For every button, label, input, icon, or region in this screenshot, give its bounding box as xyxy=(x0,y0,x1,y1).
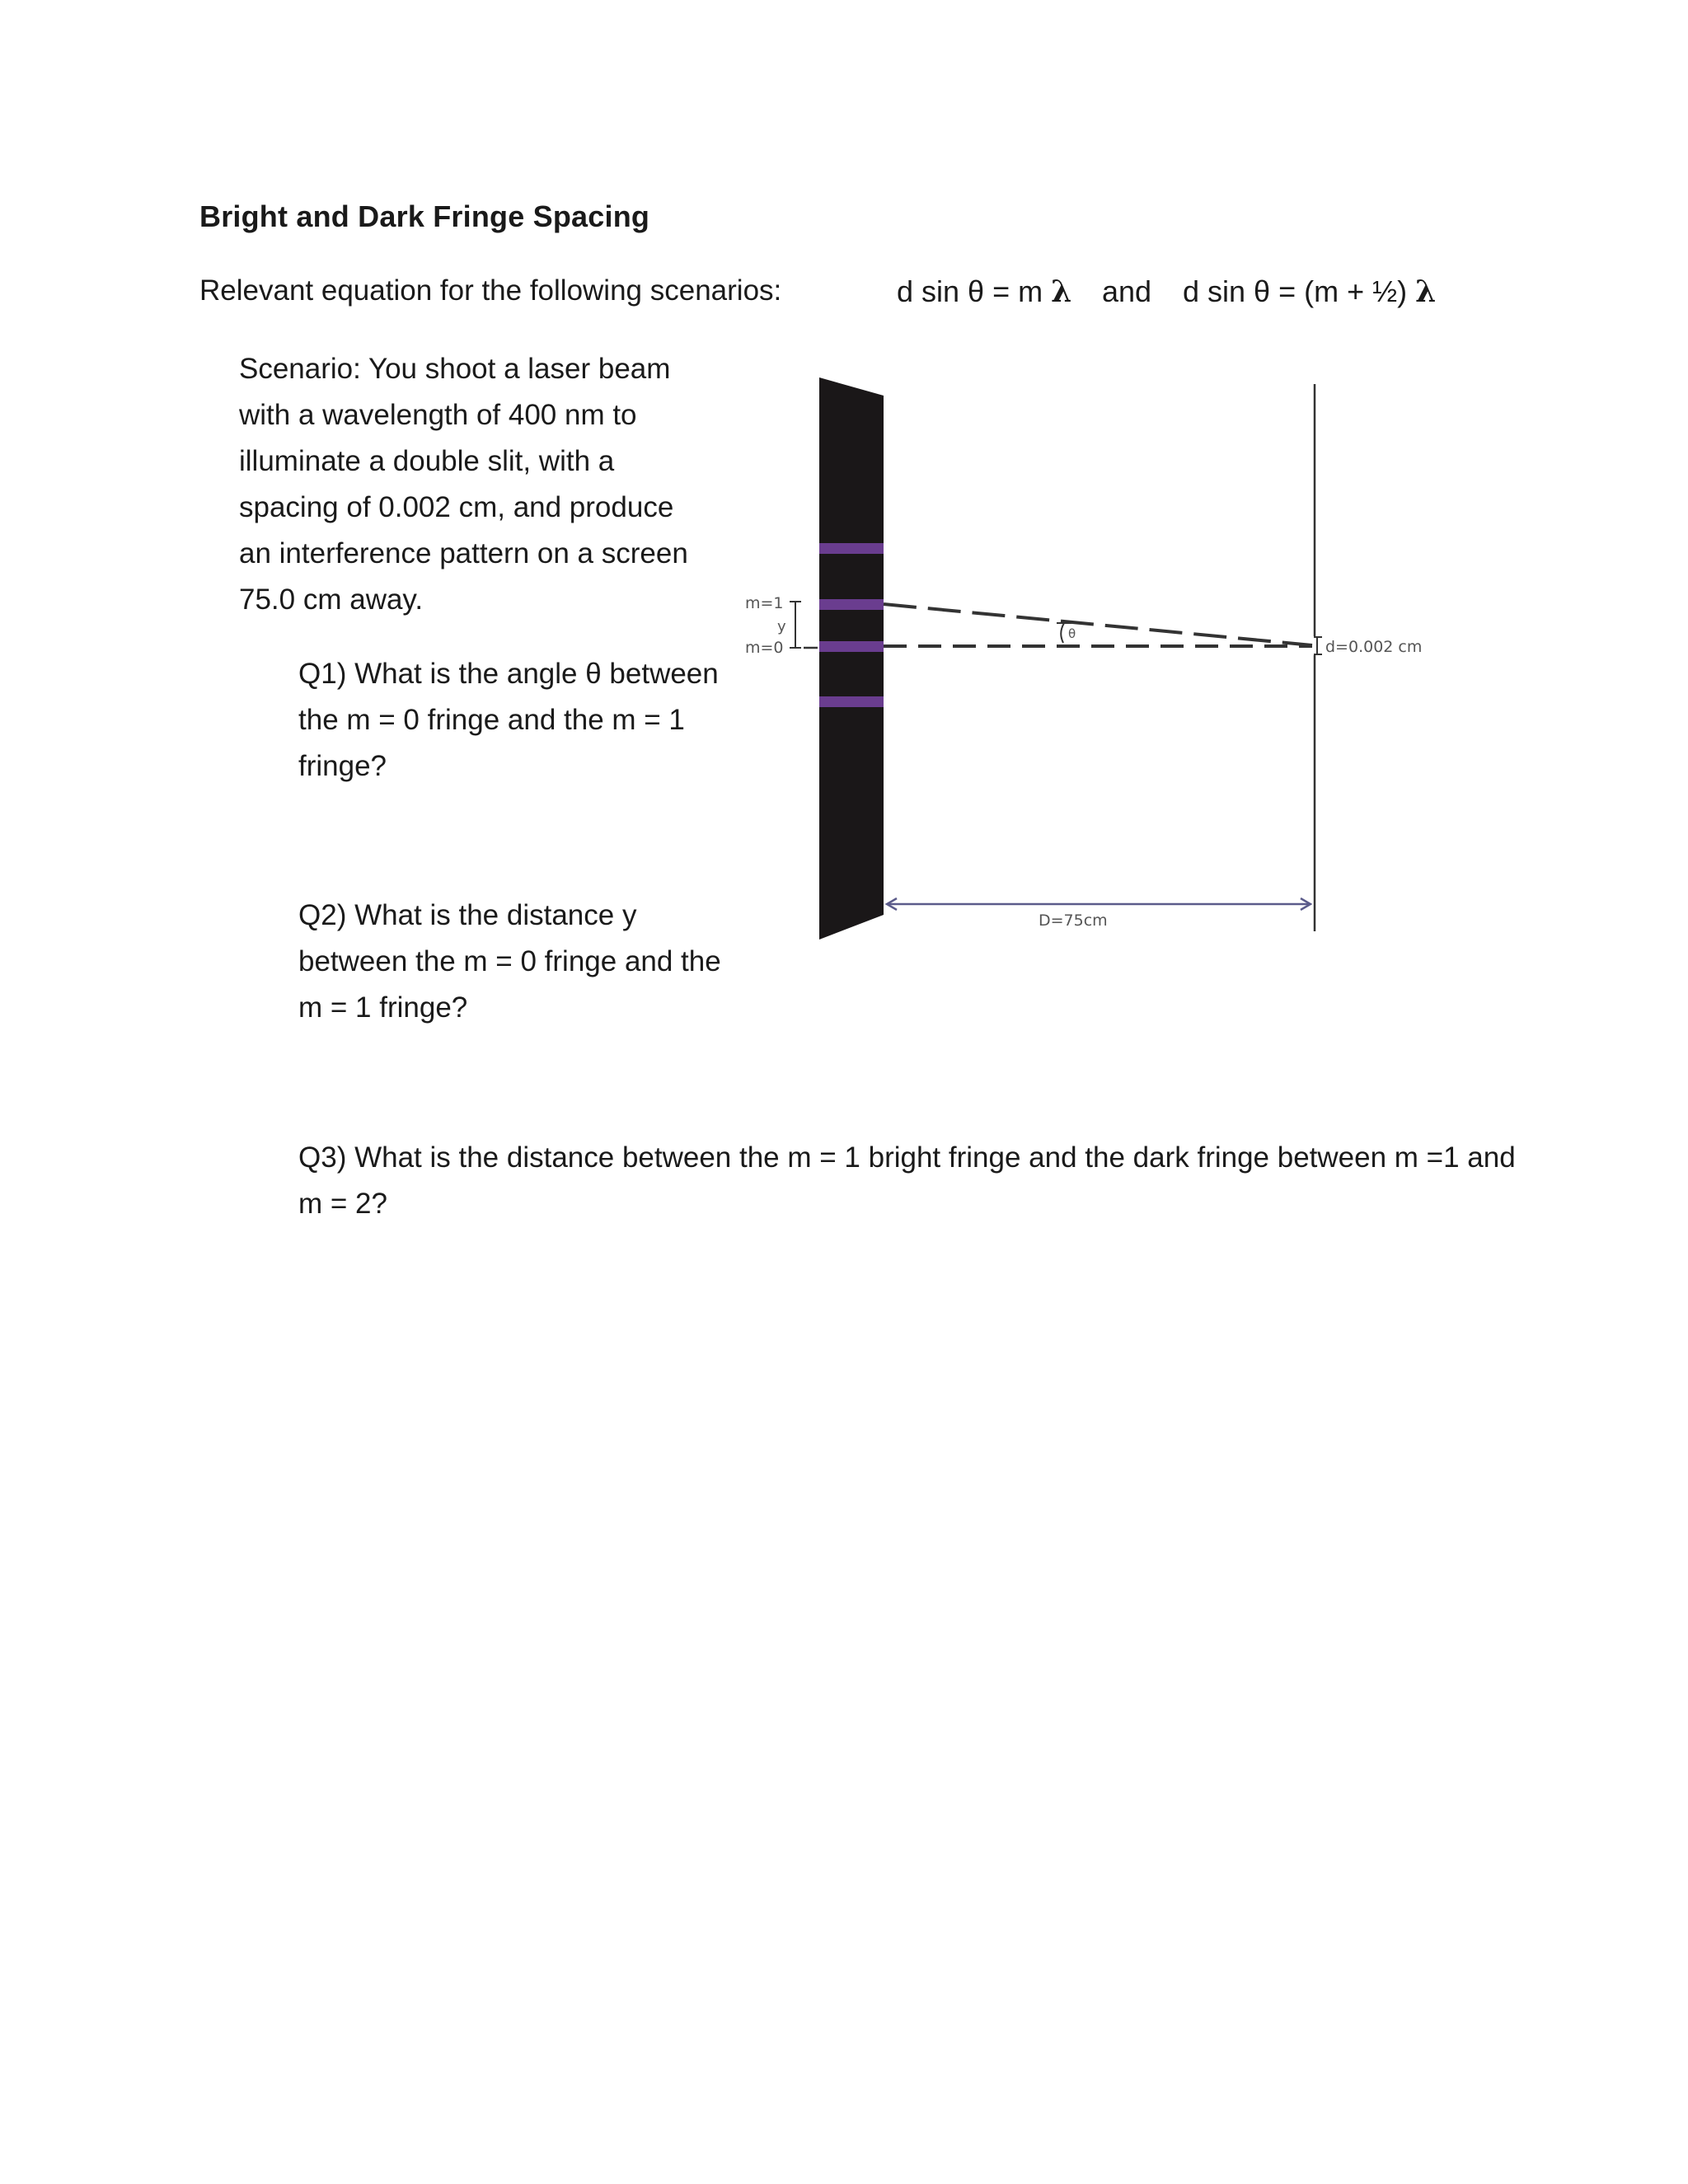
question-3: Q3) What is the distance between the m = 1 bright fringe and the dark fringe between m =1 and m = 2? xyxy=(298,1141,1516,1220)
dark-equation-text: d sin θ = (m + ½) xyxy=(1183,274,1416,308)
ray-to-m1 xyxy=(884,604,1312,645)
fringe-band xyxy=(819,543,884,554)
bright-fringe-equation xyxy=(897,274,1071,309)
fringe-band xyxy=(819,696,884,707)
dark-fringe-equation xyxy=(1183,274,1436,309)
label-distance: D=75cm xyxy=(1039,912,1108,930)
label-m1: m=1 xyxy=(745,594,784,612)
viewing-screen xyxy=(819,377,884,940)
label-y: y xyxy=(777,618,786,635)
double-slit-diagram xyxy=(725,363,1484,956)
lambda-symbol: λ xyxy=(1051,274,1072,309)
label-slit-spacing: d=0.002 cm xyxy=(1325,638,1423,656)
equation-connector: and xyxy=(1102,274,1152,308)
theta-arc xyxy=(1061,623,1064,643)
lambda-symbol: λ xyxy=(1415,274,1437,309)
question-1: Q1) What is the angle θ between the m = 0 fringe and the m = 1 fringe? xyxy=(298,658,719,782)
fringe-band-m0 xyxy=(819,641,884,652)
label-theta: θ xyxy=(1068,626,1076,641)
bright-equation-text: d sin θ = m xyxy=(897,274,1052,308)
page-title: Bright and Dark Fringe Spacing xyxy=(199,199,650,233)
label-m0: m=0 xyxy=(745,639,784,657)
scenario-text: Scenario: You shoot a laser beam with a wavelength of 400 nm to illuminate a double slit, with a spacing of 0.002 cm, and produce an interference pattern on a screen 75.0 cm away. xyxy=(239,353,688,616)
equation-intro: Relevant equation for the following scenarios: xyxy=(199,274,782,307)
fringe-band-m1 xyxy=(819,599,884,610)
question-2: Q2) What is the distance y between the m = 0 fringe and the m = 1 fringe? xyxy=(298,899,721,1024)
